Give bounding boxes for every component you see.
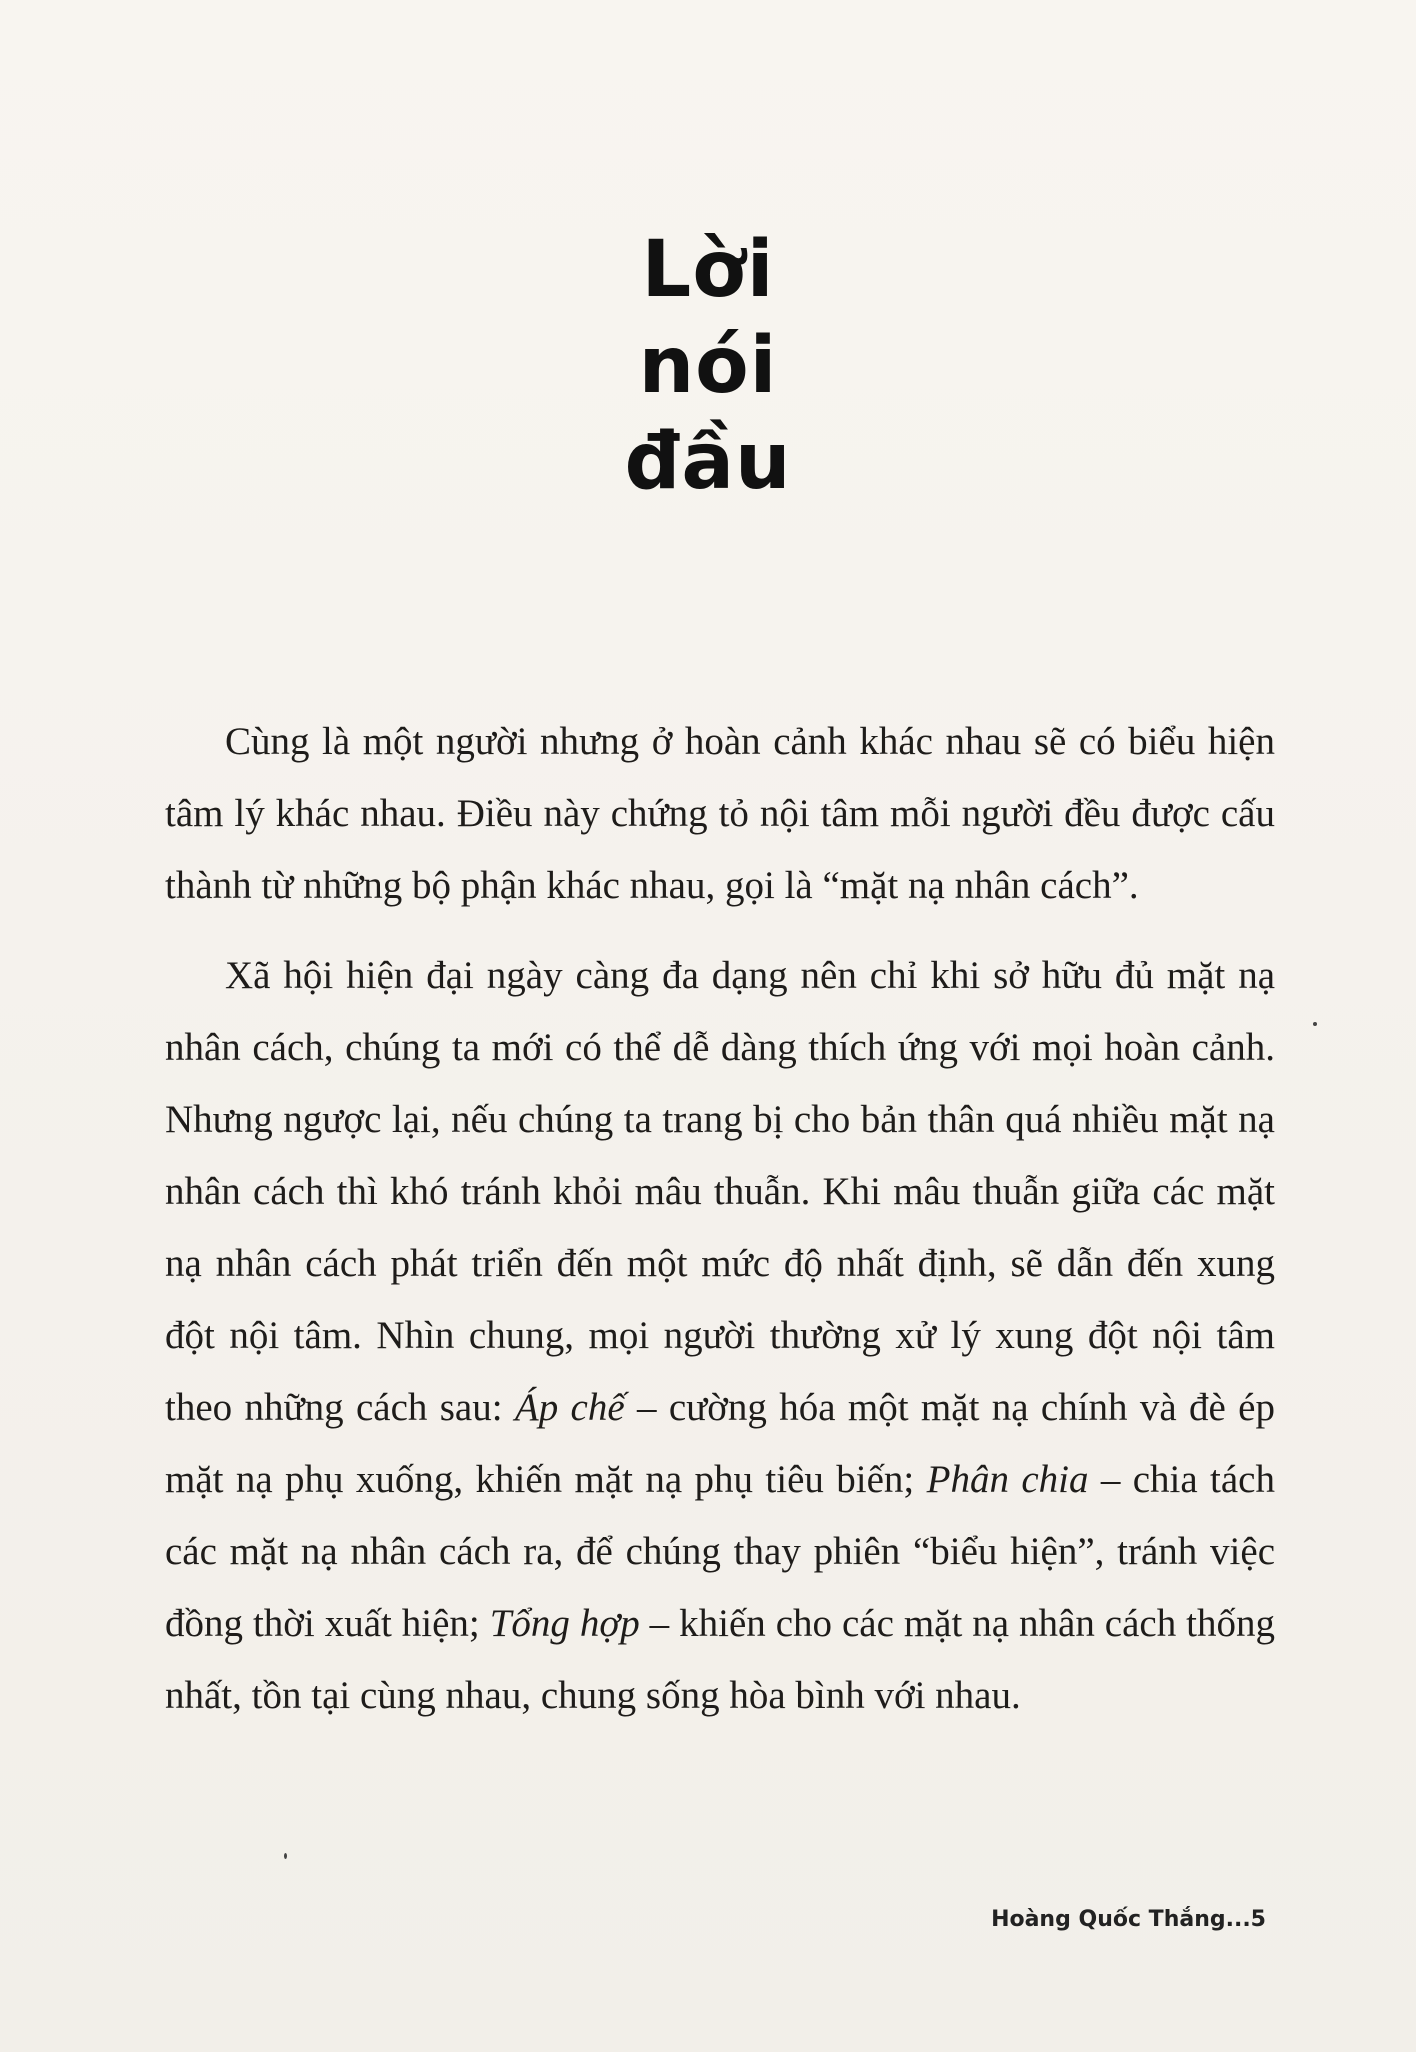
paragraph-2-text-b: – cường hóa một mặt nạ chính và đè ép mặt nạ phụ xuống, khiến mặt nạ phụ tiêu biến; [165, 1386, 1275, 1501]
paragraph-1: Cùng là một người nhưng ở hoàn cảnh khác nhau sẽ có biểu hiện tâm lý khác nhau. Điều này chứng tỏ nội tâm mỗi người đều được cấu thành từ những bộ phận khác nhau, gọi là “mặt nạ nhân cách”. [165, 720, 1275, 907]
chapter-title [578, 222, 838, 510]
term-tong-hop: Tổng hợp [489, 1602, 640, 1645]
term-phan-chia: Phân chia [926, 1458, 1089, 1501]
paragraph-2-text-a: Xã hội hiện đại ngày càng đa dạng nên chỉ khi sở hữu đủ mặt nạ nhân cách, chúng ta mới có thể dễ dàng thích ứng với mọi hoàn cảnh. Nhưng ngược lại, nếu chúng ta trang bị cho bản thân quá nhiều mặt nạ nhân cách thì khó tránh khỏi mâu thuẫn. Khi mâu thuẫn giữa các mặt nạ nhân cách phát triển đến một mức độ nhất định, sẽ dẫn đến xung đột nội tâm. Nhìn chung, mọi người thường xử lý xung đột nội tâm theo những cách sau: [165, 954, 1275, 1429]
running-footer: Hoàng Quốc Thắng...5 [991, 1907, 1266, 1932]
term-ap-che: Áp chế [514, 1386, 625, 1429]
chapter-title-line-3: đầu [624, 417, 792, 507]
body-text [165, 706, 1275, 1732]
chapter-title-line-2: nói [638, 321, 778, 411]
paragraph-2 [165, 940, 1275, 1732]
chapter-title-line-1: Lời [641, 225, 775, 315]
paragraph-2-text-c: – chia tách các mặt nạ nhân cách ra, để chúng thay phiên “biểu hiện”, tránh việc đồng thời xuất hiện; [165, 1458, 1275, 1645]
ink-speck [1313, 1022, 1317, 1026]
ink-speck [284, 1853, 287, 1859]
paragraph-2-text-d: – khiến cho các mặt nạ nhân cách thống nhất, tồn tại cùng nhau, chung sống hòa bình với nhau. [165, 1602, 1276, 1717]
